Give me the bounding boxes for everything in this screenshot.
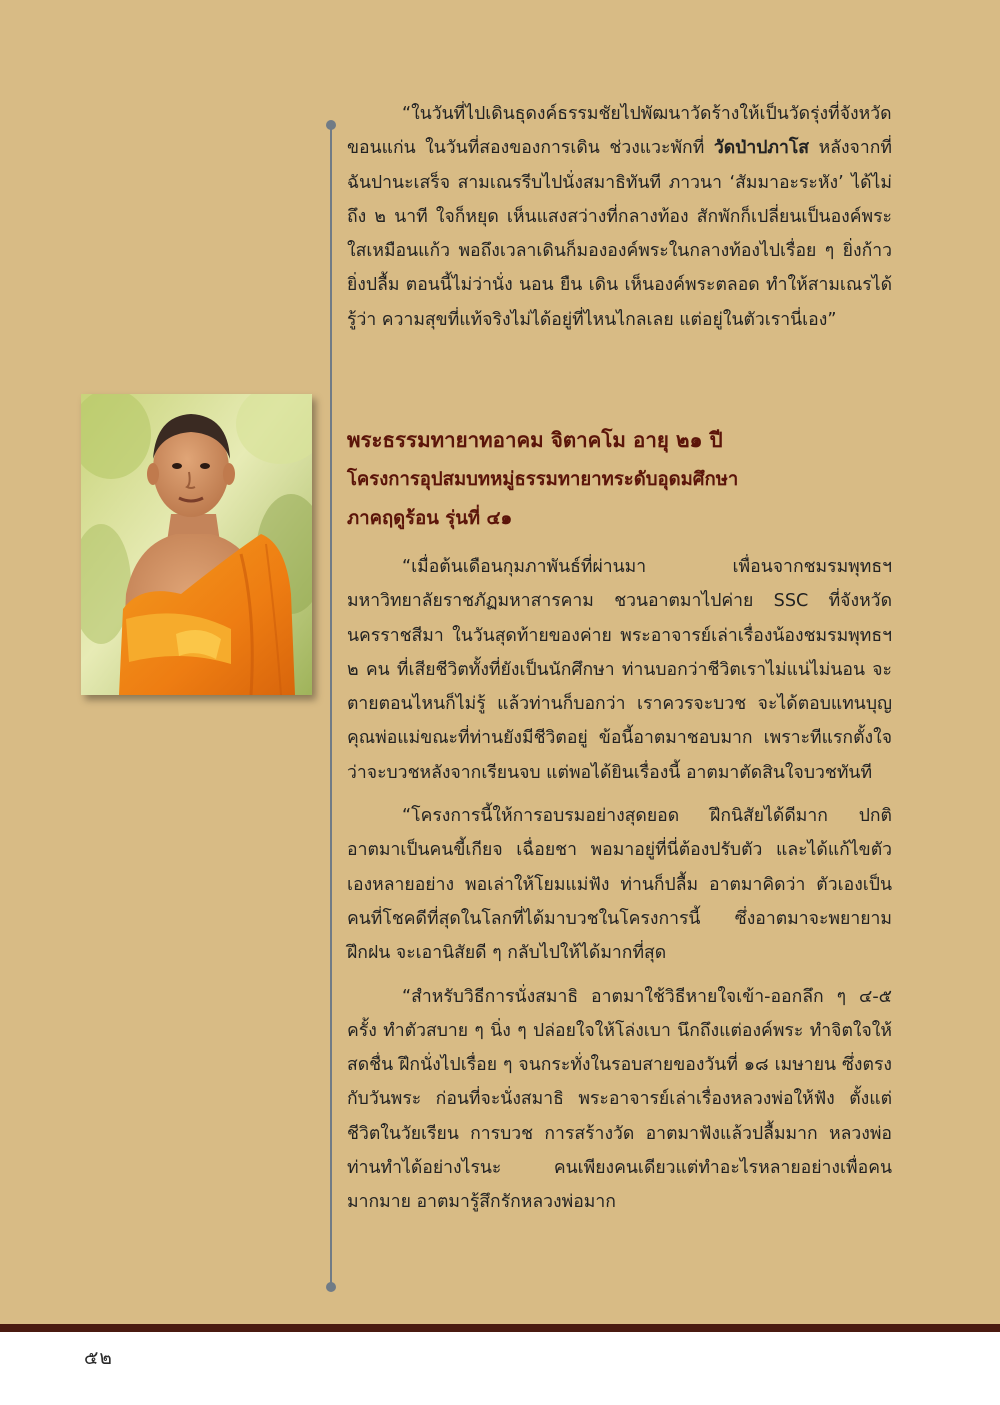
temple-name: วัดป่าปภาโส (713, 138, 810, 159)
intro-text-start: “ในวันที่ไปเดินธุดงค์ธรรมชัยไปพัฒนาวัดร้างให้เป็นวัดรุ่งที่จังหวัดขอนแก่น ในวันที่สองของการเดิน ช่วงแวะพักที่ (347, 104, 892, 159)
monk-portrait-image (81, 394, 312, 695)
divider-bottom-dot (326, 1282, 336, 1292)
monk-portrait-photo (81, 394, 312, 695)
vertical-divider-line (330, 124, 332, 1287)
intro-quote-block (347, 97, 892, 337)
profile-heading-block (347, 420, 892, 538)
session-heading: ภาคฤดูร้อน รุ่นที่ ๔๑ (347, 508, 513, 529)
footer-rule (0, 1324, 1000, 1332)
testimony-block (347, 550, 892, 1220)
page-number: ๕๒ (84, 1347, 113, 1369)
monk-name-heading: พระธรรมทายาทอาคม จิตาคโม อายุ ๒๑ ปี (347, 428, 723, 452)
intro-quote-paragraph (347, 97, 892, 337)
testimony-paragraph-3: “สำหรับวิธีการนั่งสมาธิ อาตมาใช้วิธีหายใจเข้า-ออกลึก ๆ ๔-๕ ครั้ง ทำตัวสบาย ๆ นิ่ง ๆ ปล่อยใจให้โล่งเบา นึกถึงแต่องค์พระ ทำจิตใจให้สดชื่น ฝึกนั่งไปเรื่อย ๆ จนกระทั่งในรอบสายของวันที่ ๑๘ เมษายน ซึ่งตรงกับวันพระ ก่อนที่จะนั่งสมาธิ พระอาจารย์เล่าเรื่องหลวงพ่อให้ฟัง ตั้งแต่ชีวิตในวัยเรียน การบวช การสร้างวัด อาตมาฟังแล้วปลื้มมาก หลวงพ่อท่านทำได้อย่างไรนะ คนเพียงคนเดียวแต่ทำอะไรหลายอย่างเพื่อคนมากมาย อาตมารู้สึกรักหลวงพ่อมาก (347, 986, 892, 1213)
program-heading: โครงการอุปสมบทหมู่ธรรมทายาทระดับอุดมศึกษา (347, 469, 739, 490)
testimony-paragraph-2: “โครงการนี้ให้การอบรมอย่างสุดยอด ฝึกนิสัยได้ดีมาก ปกติอาตมาเป็นคนขี้เกียจ เฉื่อยชา พอมาอยู่ที่นี่ต้องปรับตัว และได้แก้ไขตัวเองหลายอย่าง พอเล่าให้โยมแม่ฟัง ท่านก็ปลื้ม อาตมาคิดว่า ตัวเองเป็นคนที่โชคดีที่สุดในโลกที่ได้มาบวชในโครงการนี้ ซึ่งอาตมาจะพยายามฝึกฝน จะเอานิสัยดี ๆ กลับไปให้ได้มากที่สุด (347, 806, 892, 964)
testimony-paragraph-1: “เมื่อต้นเดือนกุมภาพันธ์ที่ผ่านมา เพื่อนจากชมรมพุทธฯ มหาวิทยาลัยราชภัฏมหาสารคาม ชวนอาตมาไปค่าย SSC ที่จังหวัดนครราชสีมา ในวันสุดท้ายของค่าย พระอาจารย์เล่าเรื่องน้องชมรมพุทธฯ ๒ คน ที่เสียชีวิตทั้งที่ยังเป็นนักศึกษา ท่านบอกว่าชีวิตเราไม่แน่ไม่นอน จะตายตอนไหนก็ไม่รู้ แล้วท่านก็บอกว่า เราควรจะบวช จะได้ตอบแทนบุญคุณพ่อแม่ขณะที่ท่านยังมีชีวิตอยู่ ข้อนี้อาตมาชอบมาก เพราะทีแรกตั้งใจว่าจะบวชหลังจากเรียนจบ แต่พอได้ยินเรื่องนี้ อาตมาตัดสินใจบวชทันที (347, 557, 892, 783)
divider-top-dot (326, 120, 336, 130)
intro-text-end: หลังจากที่ฉันปานะเสร็จ สามเณรรีบไปนั่งสมาธิทันที ภาวนา ‘สัมมาอะระหัง’ ได้ไม่ถึง ๒ นาที ใจก็หยุด เห็นแสงสว่างที่กลางท้อง สักพักก็เปลี่ยนเป็นองค์พระใสเหมือนแก้ว พอถึงเวลาเดินก็มององค์พระในกลางท้องไปเรื่อย ๆ ยิ่งก้าว ยิ่งปลื้ม ตอนนี้ไม่ว่านั่ง นอน ยืน เดิน เห็นองค์พระตลอด ทำให้สามเณรได้รู้ว่า ความสุขที่แท้จริงไม่ได้อยู่ที่ไหนไกลเลย แต่อยู่ในตัวเรานี่เอง” (347, 138, 892, 330)
